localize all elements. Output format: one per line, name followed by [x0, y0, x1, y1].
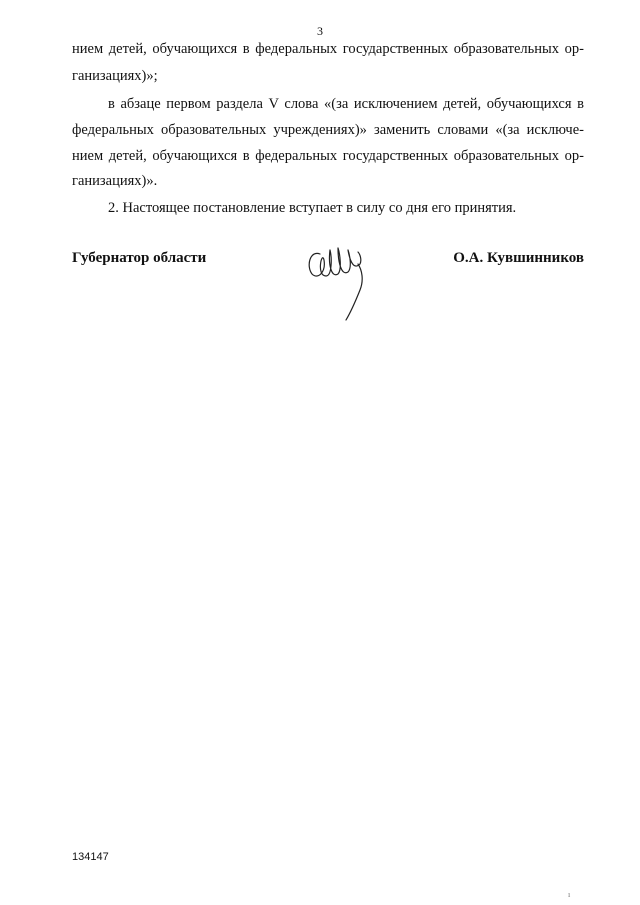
page-number: 3	[317, 24, 323, 38]
paragraph-2-line-4: ганизациях)».	[72, 173, 158, 189]
corner-mark: ı	[568, 890, 571, 899]
handwritten-signature	[302, 236, 374, 326]
paragraph-2-line-2: федеральных образовательных учреждениях)» заменить словами «(за исключе-	[72, 122, 584, 138]
signatory-name: О.А. Кувшинников	[453, 250, 584, 266]
paragraph-2-line-3: нием детей, обучающихся в федеральных государственных образовательных ор-	[72, 148, 584, 164]
signatory-title: Губернатор области	[72, 250, 207, 266]
paragraph-2-line-1: в абзаце первом раздела V слова «(за исключением детей, обучающихся в	[108, 96, 584, 112]
document-code: 134147	[72, 851, 109, 863]
paragraph-3-line-1: 2. Настоящее постановление вступает в силу со дня его принятия.	[108, 200, 517, 216]
paragraph-1-line-2: ганизациях)»;	[72, 68, 158, 84]
paragraph-1-line-1: нием детей, обучающихся в федеральных государственных образовательных ор-	[72, 41, 584, 57]
